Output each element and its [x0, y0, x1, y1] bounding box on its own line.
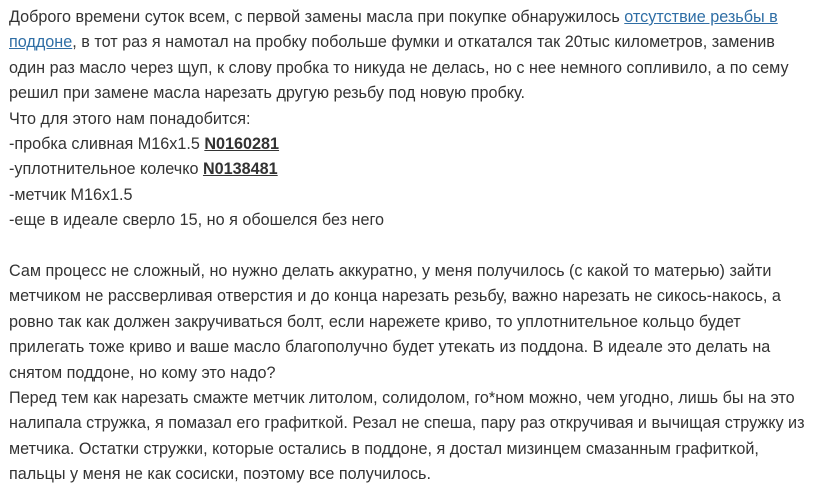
- list-item-text: -метчик М16х1.5: [9, 185, 133, 204]
- list-item: [9, 183, 815, 208]
- cutting-paragraph: Перед тем как нарезать смажте метчик литолом, солидолом, го*ном можно, чем угодно, лишь бы на это налипала стружка, я помазал его графиткой. Резал не спеша, пару раз откручивая и вычищая стружку из метчика. Остатки стружки, которые остались в поддоне, я достал мизинцем смазанным графиткой, пальцы у меня не как сосиски, поэтому все получилось.: [9, 389, 805, 484]
- part-number-link-sealing-ring[interactable]: N0138481: [202, 160, 278, 179]
- intro-paragraph: [9, 5, 815, 107]
- intro-text-continued: , в тот раз я намотал на пробку побольше фумки и откатался так 20тыс километров, заменив один раз масло через щуп, к слову пробка то никуда не делась, но с нее немного сопливило, а по сему решил при замене масла нарезать другую резьбу под новую пробку.: [9, 33, 789, 103]
- thread-missing-thread-link[interactable]: отсутствие резьбы в поддоне: [9, 8, 778, 52]
- list-item: [9, 208, 815, 233]
- post-body: [9, 5, 815, 488]
- list-item: [9, 157, 815, 182]
- process-paragraph: Сам процесс не сложный, но нужно делать аккуратно, у меня получилось (с какой то матерью) зайти метчиком не рассверливая отверстия и до конца нарезать резьбу, важно нарезать не сикось-накось, а ровно так как должен закручиваться болт, если нарежете криво, то уплотнительное кольцо будет прилегать тоже криво и ваше масло благополучно будет утекать из поддона. В идеале это делать на снятом поддоне, но кому это надо?: [9, 262, 781, 382]
- list-item: [9, 132, 815, 157]
- list-item-text: -еще в идеале сверло 15, но я обошелся без него: [9, 211, 385, 230]
- intro-text: Доброго времени суток всем, с первой замены масла при покупке обнаружилось: [9, 8, 625, 26]
- list-item-text: -уплотнительное колечко: [9, 160, 203, 179]
- paragraph-spacer: [9, 234, 815, 259]
- part-number-link-drain-plug[interactable]: N0160281: [204, 135, 280, 154]
- needs-heading: Что для этого нам понадобится:: [9, 109, 251, 128]
- list-item-text: -пробка сливная М16х1.5: [9, 135, 205, 154]
